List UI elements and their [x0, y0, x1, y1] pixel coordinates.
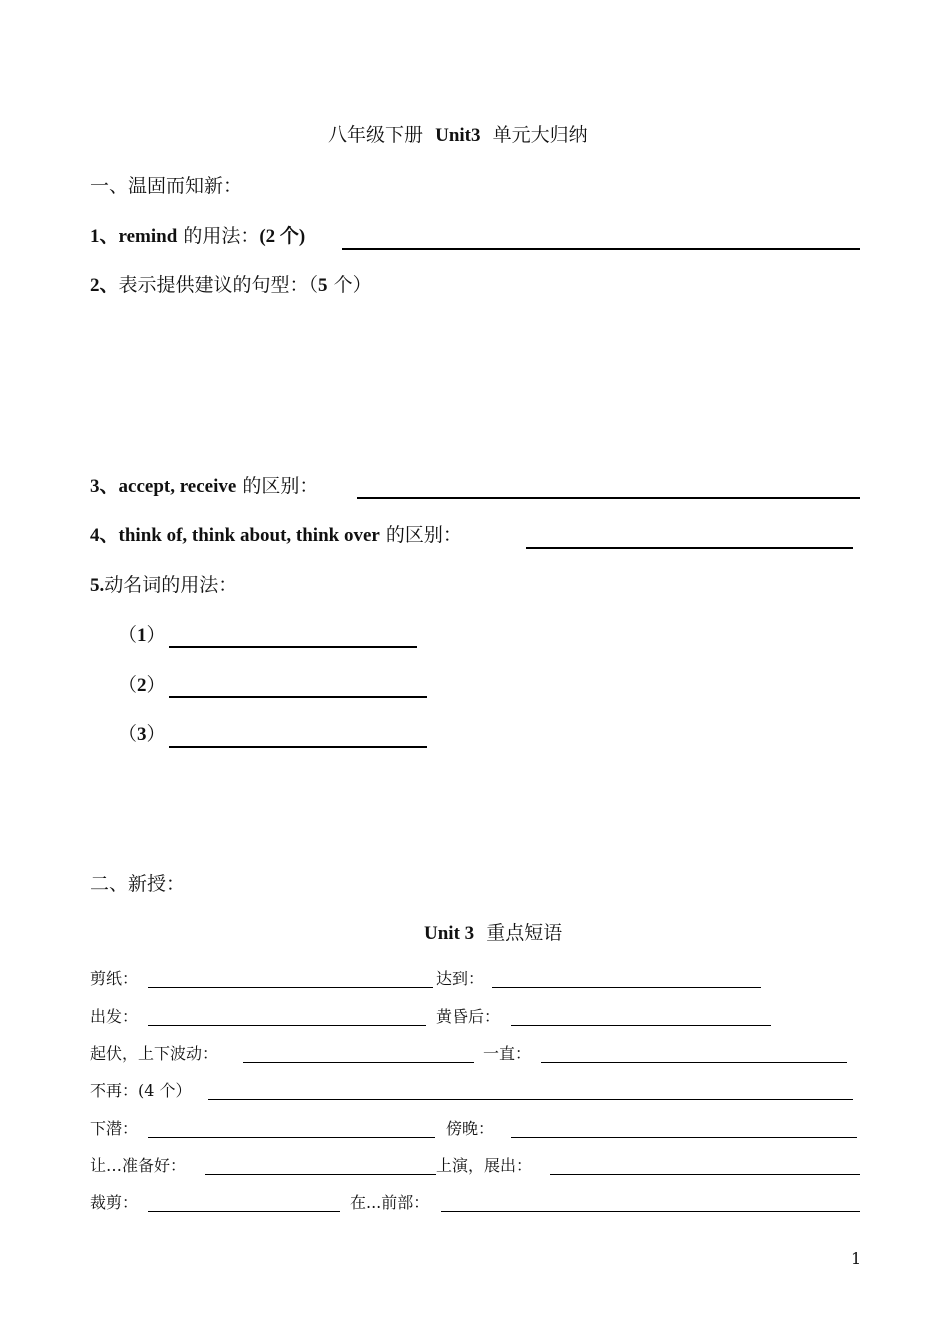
q1-term: remind	[118, 226, 178, 247]
q4-number: 4、	[90, 525, 119, 546]
phrase-row-5-right-label: 傍晚：	[446, 1119, 495, 1138]
title-prefix: 八年级下册	[328, 124, 424, 146]
phrase-row-4-left-label: 不再：(4 个）	[90, 1081, 192, 1100]
phrase-row-7-right-blank[interactable]	[441, 1211, 860, 1212]
q1-count: (2 个)	[259, 226, 306, 247]
phrase-row-2-right-label: 黄昏后：	[436, 1007, 501, 1026]
section1-heading: 一、温固而知新：	[90, 175, 243, 197]
q3-answer-line[interactable]	[357, 497, 860, 499]
subtitle-text: 重点短语	[486, 922, 563, 944]
q5-text: 动名词的用法：	[104, 574, 238, 596]
question-1	[90, 224, 305, 249]
question-2	[90, 273, 372, 298]
phrase-row-5-left-label: 下潜：	[90, 1119, 139, 1138]
phrase-row-6-right-blank[interactable]	[550, 1174, 860, 1175]
q5-item-3-label: 3	[137, 724, 147, 745]
q4-term: think of, think about, think over	[118, 525, 380, 546]
q3-term: accept, receive	[118, 476, 237, 497]
phrase-row-3-right-blank[interactable]	[541, 1062, 847, 1063]
phrase-row-6-right-label: 上演，展出：	[436, 1156, 533, 1175]
phrase-row-2-right-blank[interactable]	[511, 1025, 771, 1026]
q2-text: 表示提供建议的句型：（	[118, 274, 319, 296]
title-suffix: 单元大归纳	[492, 124, 588, 146]
q3-text: 的区别：	[242, 475, 319, 497]
phrase-row-4-left-blank[interactable]	[208, 1099, 853, 1100]
q5-item-2-answer-line[interactable]	[169, 696, 427, 698]
phrase-row-3-right-label: 一直：	[483, 1044, 532, 1063]
q2-number: 2、	[90, 275, 119, 296]
phrase-row-1-left-blank[interactable]	[148, 987, 433, 988]
phrase-row-3-left-label: 起伏，上下波动：	[90, 1044, 219, 1063]
q4-text: 的区别：	[385, 524, 462, 546]
q5-item-1: （1）	[118, 624, 166, 646]
q5-item-3-answer-line[interactable]	[169, 746, 427, 748]
phrase-row-2-left-blank[interactable]	[148, 1025, 426, 1026]
q1-answer-line[interactable]	[342, 248, 860, 250]
question-3	[90, 474, 318, 499]
q5-item-1-answer-line[interactable]	[169, 646, 417, 648]
phrase-row-6-left-label: 让…准备好：	[90, 1156, 187, 1175]
phrase-row-7-right-label: 在...前部：	[350, 1193, 430, 1212]
phrase-row-3-left-blank[interactable]	[243, 1062, 474, 1063]
q1-text: 的用法：	[183, 225, 260, 247]
q2-count: 5	[318, 275, 328, 296]
page-title	[328, 123, 588, 148]
q4-answer-line[interactable]	[526, 547, 853, 549]
q5-item-3: （3）	[118, 723, 166, 745]
subtitle-unit: Unit 3	[424, 923, 475, 944]
phrase-row-7-left-blank[interactable]	[148, 1211, 340, 1212]
q3-number: 3、	[90, 476, 119, 497]
q5-item-1-label: 1	[137, 625, 147, 646]
phrase-row-7-left-label: 裁剪：	[90, 1193, 139, 1212]
q5-number: 5.	[90, 575, 105, 596]
q5-item-2-label: 2	[137, 675, 147, 696]
phrase-row-6-left-blank[interactable]	[205, 1174, 436, 1175]
phrase-row-5-right-blank[interactable]	[511, 1137, 857, 1138]
title-unit: Unit3	[435, 125, 481, 146]
question-5	[90, 573, 237, 598]
phrase-row-1-right-blank[interactable]	[492, 987, 761, 988]
section2-subtitle	[424, 921, 562, 946]
phrase-row-1-left-label: 剪纸：	[90, 969, 139, 988]
page-number: 1	[851, 1249, 862, 1268]
q2-close: 个）	[327, 274, 372, 296]
phrase-row-1-right-label: 达到：	[436, 969, 485, 988]
phrase-row-2-left-label: 出发：	[90, 1007, 139, 1026]
q5-item-2: （2）	[118, 674, 166, 696]
q1-number: 1、	[90, 226, 119, 247]
question-4	[90, 523, 462, 548]
phrase-row-5-left-blank[interactable]	[148, 1137, 435, 1138]
section2-heading: 二、新授：	[90, 873, 186, 895]
